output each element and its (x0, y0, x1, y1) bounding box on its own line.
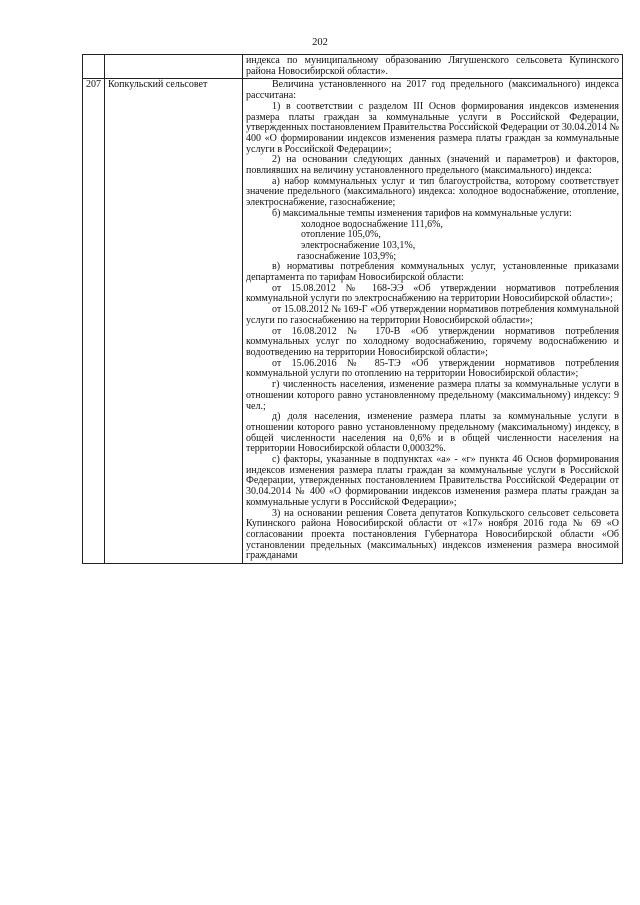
paragraph: с) факторы, указанные в подпунктах «а» - «г» пункта 46 Основ формирования индексов изменения размера платы граждан за коммунальные услуги в Российской Федерации, утвержденных постановлением Правительства Российской Федерации от 30.04.2014 № 400 «О формировании индексов изменения размера платы граждан за коммунальные услуги в Российской Федерации»; (246, 454, 619, 508)
paragraph: индекса по муниципальному образованию Лягушенского сельсовета Купинского района Новосибирской области». (246, 55, 619, 77)
paragraph: 3) на основании решения Совета депутатов Копкульского сельсовет сельсовета Купинского района Новосибирской области от «17» ноября 2016 года № 69 «О согласовании проекта постановления Губернатора Новосибирской области «Об установлении предельных (максимальных) индексов изменения размера вносимой гражданами (246, 507, 619, 562)
paragraph: Величина установленного на 2017 год предельного (максимального) индекса рассчитана: (246, 79, 619, 102)
municipality-cell: Копкульский сельсовет (105, 79, 243, 564)
tariff-list-item: отопление 105,0%, (301, 229, 381, 241)
tariff-list-item: холодное водоснабжение 111,6%, (301, 218, 443, 230)
document-table (82, 54, 623, 564)
paragraph: от 15.08.2012 № 169-Г «Об утверждении нормативов потребления коммунальной услуги по газоснабжению на территории Новосибирской области»; (246, 304, 619, 326)
paragraph: 1) в соответствии с разделом III Основ формирования индексов изменения размера платы граждан за коммунальные услуги в Российской Федерации, утвержденных постановлением Правительства Российской Федерации от 30.04.2014 № 400 «О формировании индексов изменения размера платы граждан за коммунальные услуги в Российской Федерации»; (246, 100, 619, 155)
content-cell (243, 55, 623, 79)
content-cell (243, 79, 623, 564)
paragraph: от 16.08.2012 № 170-В «Об утверждении нормативов потребления коммунальных услуг по холодному водоснабжению, горячему водоснабжению и водоотведению на территории Новосибирской области»; (246, 325, 619, 358)
paragraph: б) максимальные темпы изменения тарифов на коммунальные услуги: (272, 207, 572, 219)
paragraph: в) нормативы потребления коммунальных услуг, установленные приказами департамента по тарифам Новосибирской области: (246, 261, 619, 284)
row-number-cell (83, 55, 105, 79)
row-number-cell: 207 (83, 79, 105, 564)
page-number: 202 (312, 37, 328, 48)
paragraph: от 15.06.2016 № 85-ТЭ «Об утверждении нормативов потребления коммунальной услуги по отоплению на территории Новосибирской области»; (246, 357, 619, 380)
table-row-previous (83, 55, 623, 79)
paragraph: д) доля населения, изменение размера платы за коммунальные услуги в отношении которого равно установленному предельному (максимальному) индексу, в общей численности населения на 0,6% и в общей численности населения на территории Новосибирской области 0,00032%. (246, 411, 619, 455)
table-row-207 (83, 79, 623, 564)
municipality-cell (105, 55, 243, 79)
tariff-list-item: электроснабжение 103,1%, (301, 239, 416, 251)
paragraph: от 15.08.2012 № 168-ЭЭ «Об утверждении нормативов потребления коммунальной услуги по электроснабжению на территории Новосибирской области»; (246, 282, 619, 305)
tariff-list-item: газоснабжение 103,9%; (297, 250, 397, 262)
paragraph: г) численность населения, изменение размера платы за коммунальные услуги в отношении которого равно установленному предельному (максимальному) индексу: 9 чел.; (246, 379, 619, 412)
paragraph: а) набор коммунальных услуг и тип благоустройства, которому соответствует значение предельного (максимального) индекса: холодное водоснабжение, отопление, электроснабжение, газоснабжение; (246, 175, 619, 209)
paragraph: 2) на основании следующих данных (значений и параметров) и факторов, повлиявших на величину установленного предельного (максимального) индекса: (246, 154, 619, 177)
